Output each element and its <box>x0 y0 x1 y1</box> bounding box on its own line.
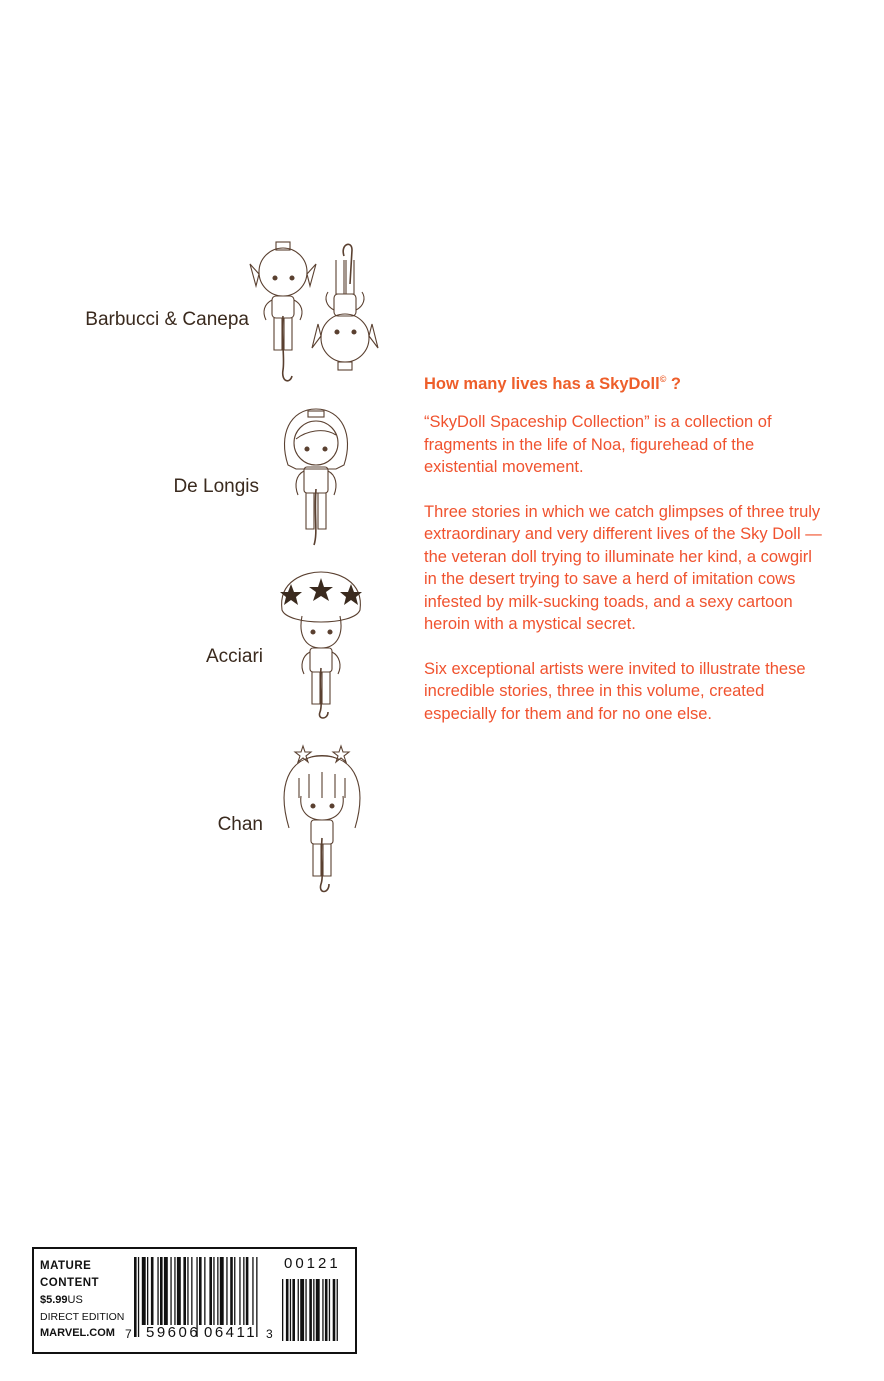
copyright-mark: © <box>659 374 667 384</box>
barcode-bar <box>230 1257 233 1325</box>
barcode-addon-bar <box>337 1279 338 1341</box>
artist-label-de-longis: De Longis <box>173 476 259 497</box>
price: $5.99US <box>40 1294 83 1306</box>
barcode-bar <box>243 1257 244 1325</box>
barcode-addon-bar <box>322 1279 323 1341</box>
barcode-bar <box>217 1257 218 1325</box>
barcode-addon-bar <box>313 1279 314 1341</box>
barcode-group-1: 59606 <box>146 1324 201 1341</box>
barcode-bar <box>170 1257 171 1325</box>
barcode-bar <box>252 1257 253 1325</box>
barcode-bar <box>191 1257 192 1325</box>
doll-long-hair-icon <box>277 738 367 896</box>
blurb-paragraph: Six exceptional artists were invited to illustrate these incredible stories, three in this volume, created especially for them and for no one else. <box>424 659 806 723</box>
barcode-check-digit: 3 <box>266 1327 273 1341</box>
barcode-bar <box>239 1257 240 1325</box>
barcode-addon-bar <box>333 1279 336 1341</box>
upc-box <box>32 1247 357 1354</box>
barcode-bar <box>234 1257 235 1325</box>
barcode-bar <box>204 1257 205 1325</box>
barcode-bar <box>209 1257 212 1325</box>
blurb-heading: How many lives has a SkyDoll© ? <box>424 374 681 393</box>
barcode-addon-bar <box>292 1279 295 1341</box>
barcode-bar <box>226 1257 227 1325</box>
barcode-addon: 00121 <box>284 1255 341 1272</box>
barcode-addon-bar <box>298 1279 299 1341</box>
barcode-bar <box>177 1257 181 1325</box>
barcode-bar <box>134 1257 137 1337</box>
doll-pair-bald-icon <box>248 238 383 388</box>
barcode-bar <box>147 1257 148 1325</box>
barcode-bar <box>187 1257 188 1325</box>
website: MARVEL.COM <box>40 1327 115 1339</box>
barcode-bar <box>160 1257 163 1325</box>
barcode-addon-bar <box>325 1279 328 1341</box>
rating-line-2: CONTENT <box>40 1277 100 1289</box>
barcode-bar <box>220 1257 224 1325</box>
barcode-lead-digit: 7 <box>125 1327 132 1341</box>
barcode-bar <box>246 1257 249 1325</box>
barcode-addon-bar <box>305 1279 306 1341</box>
barcode-addon-bar <box>309 1279 312 1341</box>
artist-label-barbucci-canepa: Barbucci & Canepa <box>85 309 249 330</box>
rating-line-1: MATURE <box>40 1260 92 1272</box>
barcode-bar <box>142 1257 146 1325</box>
upc-info <box>40 1258 124 1342</box>
barcode-bar <box>164 1257 168 1325</box>
barcode-bar <box>157 1257 158 1325</box>
barcode-bar <box>183 1257 186 1325</box>
doll-star-cap-icon <box>276 570 366 720</box>
blurb-paragraph: “SkyDoll Spaceship Collection” is a collection of fragments in the life of Noa, figurehead of the existential movement. <box>424 413 772 476</box>
barcode-bar <box>174 1257 175 1325</box>
barcode-addon-bar <box>300 1279 304 1341</box>
barcode-group-2: 06411 <box>204 1324 258 1341</box>
blurb <box>424 368 824 747</box>
artist-label-acciari: Acciari <box>205 646 263 667</box>
barcode-addon-bar <box>282 1279 283 1341</box>
barcode-bar <box>199 1257 202 1325</box>
barcode-addon-bar <box>316 1279 320 1341</box>
artist-label-chan: Chan <box>217 814 263 835</box>
barcode-addon-bar <box>290 1279 291 1341</box>
barcode-addon-bar <box>329 1279 330 1341</box>
barcode-bar <box>213 1257 214 1325</box>
edition: DIRECT EDITION <box>40 1311 125 1323</box>
barcode-bar <box>138 1257 139 1337</box>
blurb-paragraph: Three stories in which we catch glimpses of three truly extraordinary and very different lives of the Sky Doll — the veteran doll trying to illuminate her kind, a cowgirl in the desert trying to save a herd of imitation cows infested by milk-sucking toads, and a sexy cartoon heroin with a mystical secret. <box>424 502 822 633</box>
barcode-addon-bar <box>286 1279 289 1341</box>
barcode-bar <box>151 1257 154 1325</box>
doll-helmet-icon <box>276 405 356 550</box>
